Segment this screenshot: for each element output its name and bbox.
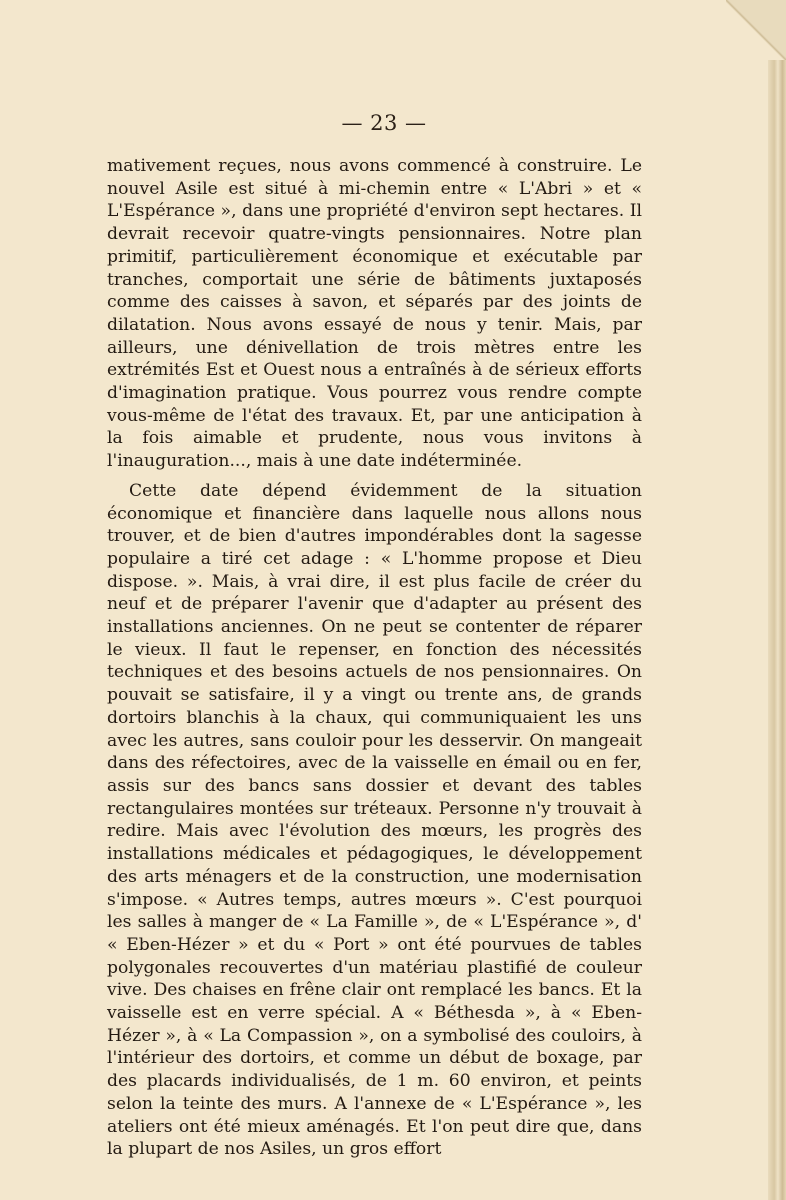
- paragraph-1: mativement reçues, nous avons commencé à construire. Le nouvel Asile est situé à mi-chemin entre « L'Abri » et « L'Espérance », dans une propriété d'environ sept hectares. Il devrait recevoir quatre-vingts pensionnaires. Notre plan primitif, particulièrement économique et exécutable par tranches, comportait une série de bâtiments juxtaposés comme des caisses à savon, et séparés par des joints de dilatation. Nous avons essayé de nous y tenir. Mais, par ailleurs, une dénivellation de trois mètres entre les extrémités Est et Ouest nous a entraînés à de sérieux efforts d'imagination pratique. Vous pourrez vous rendre compte vous-même de l'état des travaux. Et, par une anticipation à la fois aimable et prudente, nous vous invitons à l'inauguration..., mais à une date indéterminée.: [107, 156, 642, 472]
- body-text: [107, 155, 642, 1161]
- page-number: — 23 —: [341, 111, 427, 135]
- page-edge: [768, 0, 786, 1200]
- folded-corner: [726, 0, 786, 60]
- paragraph-2: Cette date dépend évidemment de la situation économique et financière dans laquelle nous allons nous trouver, et de bien d'autres impondérables dont la sagesse populaire a tiré cet adage : « L'homme propose et Dieu dispose. ». Mais, à vrai dire, il est plus facile de créer du neuf et de préparer l'avenir que d'adapter au présent des installations anciennes. On ne peut se contenter de réparer le vieux. Il faut le repenser, en fonction des nécessités techniques et des besoins actuels de nos pensionnaires. On pouvait se satisfaire, il y a vingt ou trente ans, de grands dortoirs blanchis à la chaux, qui communiquaient les uns avec les autres, sans couloir pour les desservir. On mangeait dans des réfectoires, avec de la vaisselle en émail ou en fer, assis sur des bancs sans dossier et devant des tables rectangulaires montées sur tréteaux. Personne n'y trouvait à redire. Mais avec l'évolution des mœurs, les progrès des installations médicales et pédagogiques, le développement des arts ménagers et de la construction, une modernisation s'impose. « Autres temps, autres mœurs ». C'est pourquoi les salles à manger de « La Famille », de « L'Espérance », d' « Eben-Hézer » et du « Port » ont été pourvues de tables polygonales recouvertes d'un matériau plastifié de couleur vive. Des chaises en frêne clair ont remplacé les bancs. Et la vaisselle est en verre spécial. A « Béthesda », à « Eben-Hézer », à « La Compassion », on a symbolisé des couloirs, à l'intérieur des dortoirs, et comme un début de boxage, par des placards individualisés, de 1 m. 60 environ, et peints selon la teinte des murs. A l'annexe de « L'Espérance », les ateliers ont été mieux aménagés. Et l'on peut dire que, dans la plupart de nos Asiles, un gros effort: [107, 480, 642, 1160]
